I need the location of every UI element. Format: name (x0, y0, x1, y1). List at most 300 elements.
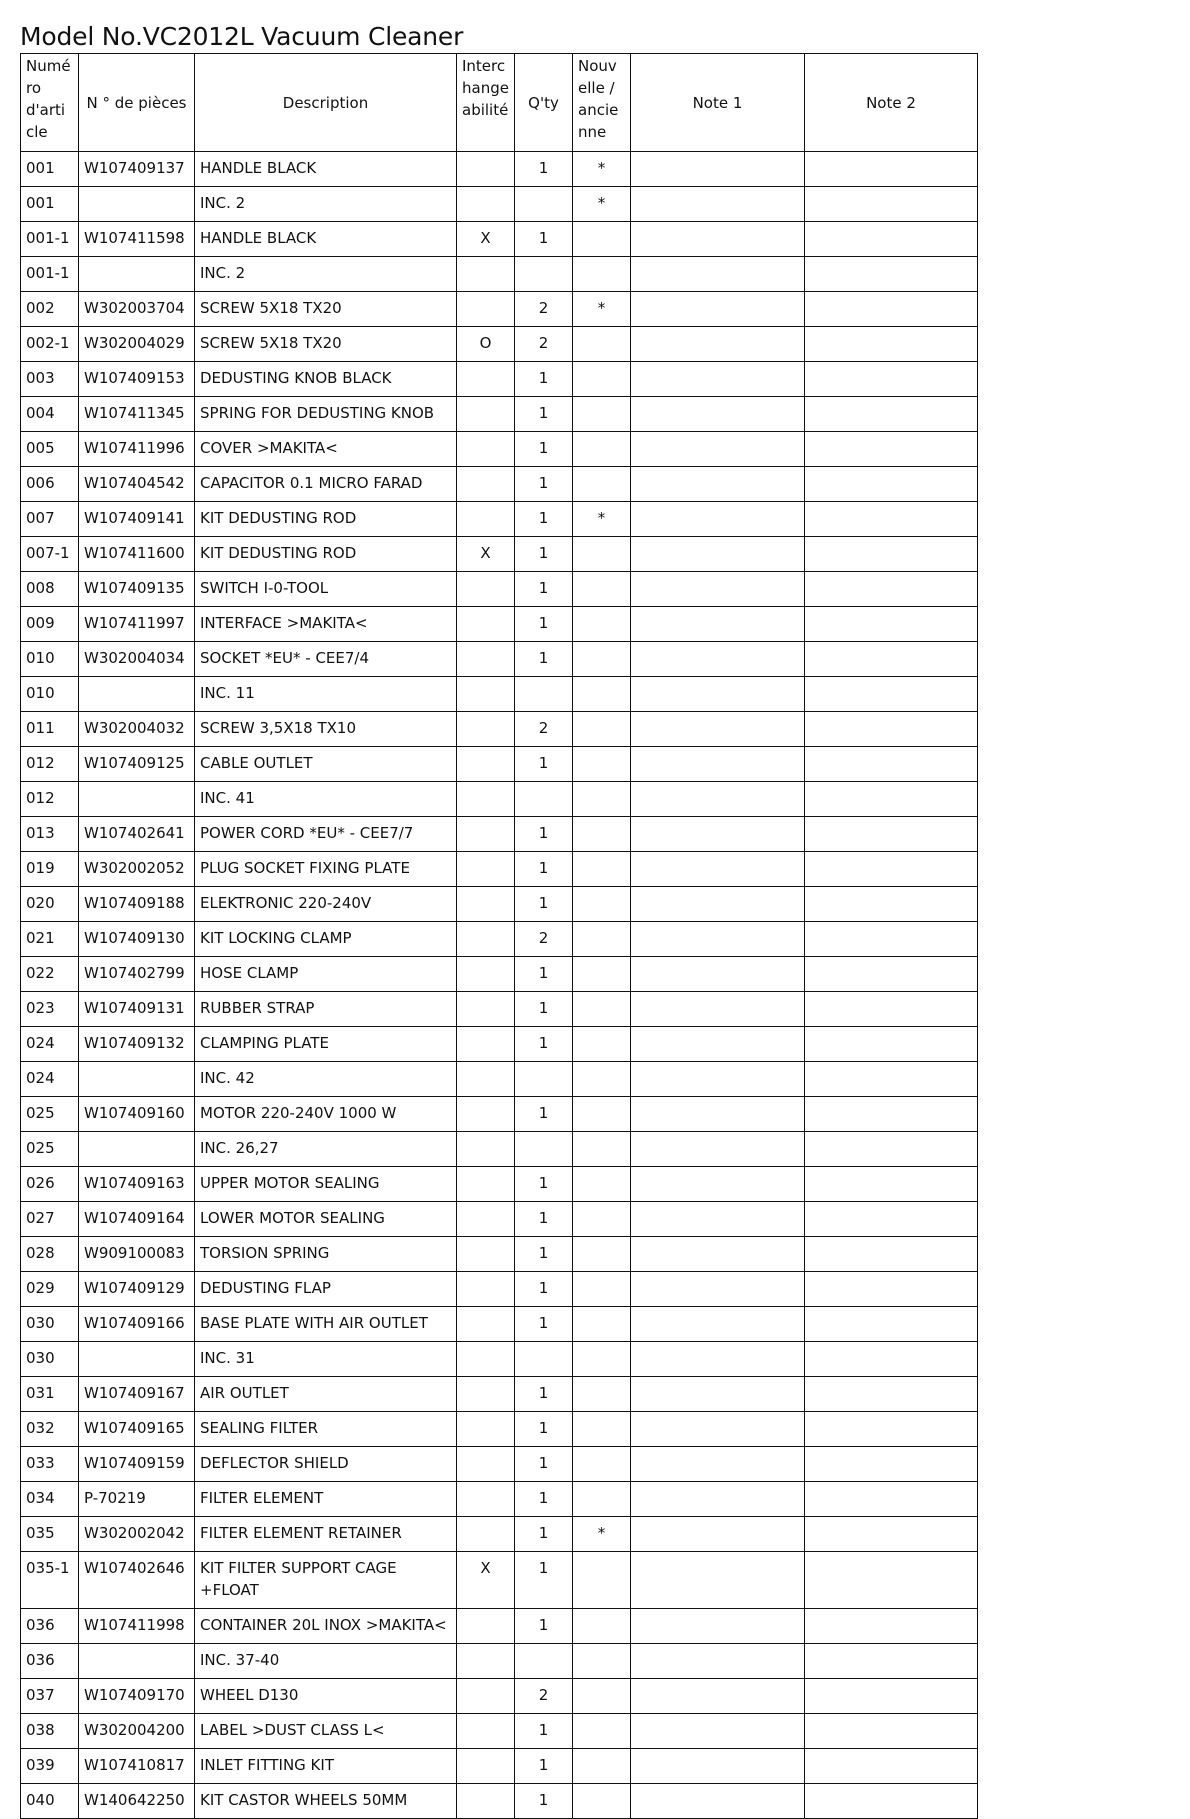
item-no-cell: 008 (21, 572, 79, 607)
new-old-cell (573, 887, 631, 922)
description-cell: INC. 42 (195, 1062, 457, 1097)
note-1-cell (631, 502, 805, 537)
interchangeability-cell (457, 1784, 515, 1819)
item-no-cell: 036 (21, 1644, 79, 1679)
table-row (21, 1237, 978, 1272)
table-header-row (21, 54, 978, 152)
item-no-cell: 001 (21, 187, 79, 222)
description-cell: SEALING FILTER (195, 1412, 457, 1447)
interchangeability-cell (457, 187, 515, 222)
note-1-cell (631, 1342, 805, 1377)
table-row (21, 607, 978, 642)
table-row (21, 887, 978, 922)
interchangeability-cell (457, 887, 515, 922)
quantity-cell: 1 (515, 362, 573, 397)
table-row (21, 467, 978, 502)
quantity-cell: 1 (515, 537, 573, 572)
quantity-cell: 2 (515, 712, 573, 747)
note-2-cell (805, 1644, 978, 1679)
description-cell: KIT FILTER SUPPORT CAGE +FLOAT (195, 1552, 457, 1609)
part-no-cell: W107411600 (79, 537, 195, 572)
interchangeability-cell (457, 1517, 515, 1552)
quantity-cell (515, 677, 573, 712)
note-2-cell (805, 1517, 978, 1552)
note-1-cell (631, 1097, 805, 1132)
part-no-cell: W107409159 (79, 1447, 195, 1482)
note-1-cell (631, 1714, 805, 1749)
new-old-cell (573, 1027, 631, 1062)
description-cell: HANDLE BLACK (195, 152, 457, 187)
note-2-cell (805, 502, 978, 537)
item-no-cell: 033 (21, 1447, 79, 1482)
note-2-cell (805, 292, 978, 327)
part-no-cell: W107409188 (79, 887, 195, 922)
quantity-cell: 2 (515, 327, 573, 362)
description-cell: INC. 31 (195, 1342, 457, 1377)
quantity-cell: 2 (515, 292, 573, 327)
quantity-cell: 1 (515, 1202, 573, 1237)
table-row (21, 817, 978, 852)
note-1-cell (631, 852, 805, 887)
interchangeability-cell (457, 782, 515, 817)
table-row (21, 502, 978, 537)
part-no-cell: W107402646 (79, 1552, 195, 1609)
table-row (21, 852, 978, 887)
note-1-cell (631, 922, 805, 957)
item-no-cell: 013 (21, 817, 79, 852)
description-cell: INC. 37-40 (195, 1644, 457, 1679)
table-row (21, 1609, 978, 1644)
new-old-cell (573, 1062, 631, 1097)
quantity-cell: 1 (515, 502, 573, 537)
item-no-cell: 021 (21, 922, 79, 957)
part-no-cell (79, 1342, 195, 1377)
new-old-cell (573, 677, 631, 712)
table-row (21, 1679, 978, 1714)
note-2-cell (805, 1609, 978, 1644)
new-old-cell (573, 572, 631, 607)
description-cell: DEDUSTING FLAP (195, 1272, 457, 1307)
table-row (21, 292, 978, 327)
interchangeability-cell (457, 677, 515, 712)
note-1-cell (631, 292, 805, 327)
quantity-cell (515, 1342, 573, 1377)
interchangeability-cell (457, 1644, 515, 1679)
note-2-cell (805, 152, 978, 187)
table-row (21, 782, 978, 817)
note-2-cell (805, 257, 978, 292)
item-no-cell: 005 (21, 432, 79, 467)
item-no-cell: 001 (21, 152, 79, 187)
item-no-cell: 012 (21, 747, 79, 782)
item-no-cell: 009 (21, 607, 79, 642)
description-cell: DEDUSTING KNOB BLACK (195, 362, 457, 397)
table-row (21, 1447, 978, 1482)
table-row (21, 572, 978, 607)
quantity-cell: 1 (515, 1272, 573, 1307)
table-row (21, 152, 978, 187)
quantity-cell: 1 (515, 1609, 573, 1644)
note-2-cell (805, 1482, 978, 1517)
quantity-cell: 1 (515, 747, 573, 782)
item-no-cell: 029 (21, 1272, 79, 1307)
new-old-cell (573, 1272, 631, 1307)
table-row (21, 1644, 978, 1679)
new-old-cell: * (573, 187, 631, 222)
table-row (21, 992, 978, 1027)
quantity-cell: 1 (515, 887, 573, 922)
note-1-cell (631, 362, 805, 397)
note-2-cell (805, 1132, 978, 1167)
quantity-cell (515, 187, 573, 222)
part-no-cell (79, 1644, 195, 1679)
note-2-cell (805, 677, 978, 712)
note-2-cell (805, 957, 978, 992)
item-no-cell: 024 (21, 1062, 79, 1097)
part-no-cell: W107404542 (79, 467, 195, 502)
part-no-cell: W107409153 (79, 362, 195, 397)
table-row (21, 327, 978, 362)
description-cell: FILTER ELEMENT RETAINER (195, 1517, 457, 1552)
note-1-cell (631, 1237, 805, 1272)
note-2-cell (805, 712, 978, 747)
part-no-cell: W107409163 (79, 1167, 195, 1202)
interchangeability-cell (457, 292, 515, 327)
new-old-cell (573, 1202, 631, 1237)
table-row (21, 1749, 978, 1784)
new-old-cell: * (573, 1517, 631, 1552)
table-row (21, 712, 978, 747)
item-no-cell: 030 (21, 1307, 79, 1342)
note-2-cell (805, 747, 978, 782)
new-old-cell (573, 782, 631, 817)
interchangeability-cell (457, 572, 515, 607)
part-no-cell: W107402799 (79, 957, 195, 992)
item-no-cell: 001-1 (21, 222, 79, 257)
note-2-cell (805, 1027, 978, 1062)
interchangeability-cell (457, 852, 515, 887)
table-row (21, 1784, 978, 1819)
note-2-cell (805, 1062, 978, 1097)
description-cell: KIT DEDUSTING ROD (195, 502, 457, 537)
part-no-cell: W107409165 (79, 1412, 195, 1447)
quantity-cell: 1 (515, 1447, 573, 1482)
note-2-cell (805, 1447, 978, 1482)
quantity-cell: 1 (515, 467, 573, 502)
note-1-cell (631, 1132, 805, 1167)
interchangeability-cell: O (457, 327, 515, 362)
interchangeability-cell (457, 817, 515, 852)
table-row (21, 257, 978, 292)
new-old-cell (573, 537, 631, 572)
note-2-cell (805, 642, 978, 677)
note-2-cell (805, 1749, 978, 1784)
new-old-cell (573, 957, 631, 992)
description-cell: CABLE OUTLET (195, 747, 457, 782)
interchangeability-cell (457, 1482, 515, 1517)
quantity-cell (515, 1644, 573, 1679)
item-no-cell: 010 (21, 677, 79, 712)
note-2-cell (805, 1784, 978, 1819)
description-cell: PLUG SOCKET FIXING PLATE (195, 852, 457, 887)
table-row (21, 432, 978, 467)
item-no-cell: 035 (21, 1517, 79, 1552)
quantity-cell: 1 (515, 1027, 573, 1062)
quantity-cell: 1 (515, 432, 573, 467)
note-1-cell (631, 537, 805, 572)
note-1-cell (631, 397, 805, 432)
quantity-cell: 1 (515, 957, 573, 992)
description-cell: INTERFACE >MAKITA< (195, 607, 457, 642)
interchangeability-cell (457, 502, 515, 537)
interchangeability-cell: X (457, 1552, 515, 1609)
quantity-cell: 1 (515, 1482, 573, 1517)
interchangeability-cell (457, 1447, 515, 1482)
new-old-cell: * (573, 152, 631, 187)
table-row (21, 1307, 978, 1342)
quantity-cell: 1 (515, 1237, 573, 1272)
table-row (21, 1714, 978, 1749)
interchangeability-cell (457, 432, 515, 467)
interchangeability-cell (457, 152, 515, 187)
table-row (21, 1132, 978, 1167)
part-no-cell (79, 257, 195, 292)
description-cell: SCREW 3,5X18 TX10 (195, 712, 457, 747)
quantity-cell: 1 (515, 572, 573, 607)
quantity-cell: 1 (515, 852, 573, 887)
new-old-cell (573, 1377, 631, 1412)
part-no-cell: W107409129 (79, 1272, 195, 1307)
note-1-cell (631, 1482, 805, 1517)
new-old-cell (573, 852, 631, 887)
new-old-cell (573, 1784, 631, 1819)
note-2-cell (805, 362, 978, 397)
interchangeability-cell (457, 1609, 515, 1644)
part-no-cell: W107411996 (79, 432, 195, 467)
note-1-cell (631, 1784, 805, 1819)
new-old-cell: * (573, 502, 631, 537)
item-no-cell: 025 (21, 1132, 79, 1167)
description-cell: KIT CASTOR WHEELS 50MM (195, 1784, 457, 1819)
note-2-cell (805, 1167, 978, 1202)
table-row (21, 537, 978, 572)
part-no-cell (79, 677, 195, 712)
table-row (21, 642, 978, 677)
interchangeability-cell (457, 1749, 515, 1784)
quantity-cell: 1 (515, 1552, 573, 1609)
new-old-cell (573, 397, 631, 432)
quantity-cell (515, 257, 573, 292)
table-row (21, 747, 978, 782)
description-cell: SCREW 5X18 TX20 (195, 327, 457, 362)
part-no-cell (79, 1062, 195, 1097)
interchangeability-cell (457, 957, 515, 992)
quantity-cell: 1 (515, 397, 573, 432)
quantity-cell: 1 (515, 1307, 573, 1342)
item-no-cell: 007 (21, 502, 79, 537)
note-1-cell (631, 467, 805, 502)
description-cell: SOCKET *EU* - CEE7/4 (195, 642, 457, 677)
note-1-cell (631, 992, 805, 1027)
table-row (21, 1062, 978, 1097)
note-2-cell (805, 1307, 978, 1342)
description-cell: KIT DEDUSTING ROD (195, 537, 457, 572)
description-cell: CAPACITOR 0.1 MICRO FARAD (195, 467, 457, 502)
table-row (21, 677, 978, 712)
note-2-cell (805, 1552, 978, 1609)
interchangeability-cell (457, 1062, 515, 1097)
quantity-cell: 1 (515, 1097, 573, 1132)
interchangeability-cell (457, 712, 515, 747)
part-no-cell: W909100083 (79, 1237, 195, 1272)
interchangeability-cell (457, 362, 515, 397)
item-no-cell: 019 (21, 852, 79, 887)
part-no-cell: W107409135 (79, 572, 195, 607)
note-1-cell (631, 1749, 805, 1784)
quantity-cell: 1 (515, 152, 573, 187)
quantity-cell (515, 1132, 573, 1167)
note-1-cell (631, 957, 805, 992)
new-old-cell (573, 1552, 631, 1609)
note-1-cell (631, 677, 805, 712)
note-2-cell (805, 1377, 978, 1412)
interchangeability-cell (457, 607, 515, 642)
description-cell: INC. 26,27 (195, 1132, 457, 1167)
new-old-cell (573, 1679, 631, 1714)
header-item-no: Numéro d'article (21, 54, 79, 152)
note-2-cell (805, 607, 978, 642)
new-old-cell (573, 1714, 631, 1749)
interchangeability-cell (457, 747, 515, 782)
table-row (21, 1027, 978, 1062)
interchangeability-cell (457, 922, 515, 957)
note-1-cell (631, 222, 805, 257)
note-2-cell (805, 1714, 978, 1749)
interchangeability-cell (457, 1202, 515, 1237)
note-2-cell (805, 432, 978, 467)
note-1-cell (631, 257, 805, 292)
table-row (21, 362, 978, 397)
part-no-cell (79, 187, 195, 222)
item-no-cell: 003 (21, 362, 79, 397)
description-cell: INC. 2 (195, 187, 457, 222)
interchangeability-cell (457, 1237, 515, 1272)
part-no-cell: W302004032 (79, 712, 195, 747)
part-no-cell: W302004034 (79, 642, 195, 677)
note-1-cell (631, 782, 805, 817)
note-1-cell (631, 1307, 805, 1342)
note-1-cell (631, 327, 805, 362)
header-part-no: N ° de pièces (79, 54, 195, 152)
description-cell: TORSION SPRING (195, 1237, 457, 1272)
parts-table (20, 53, 978, 1819)
note-2-cell (805, 817, 978, 852)
item-no-cell: 032 (21, 1412, 79, 1447)
note-1-cell (631, 1447, 805, 1482)
new-old-cell (573, 467, 631, 502)
item-no-cell: 035-1 (21, 1552, 79, 1609)
item-no-cell: 022 (21, 957, 79, 992)
item-no-cell: 002-1 (21, 327, 79, 362)
note-2-cell (805, 467, 978, 502)
part-no-cell: P-70219 (79, 1482, 195, 1517)
description-cell: SWITCH I-0-TOOL (195, 572, 457, 607)
note-2-cell (805, 887, 978, 922)
part-no-cell: W302004200 (79, 1714, 195, 1749)
description-cell: POWER CORD *EU* - CEE7/7 (195, 817, 457, 852)
note-2-cell (805, 852, 978, 887)
item-no-cell: 004 (21, 397, 79, 432)
header-interchangeability: Interchangeabilité (457, 54, 515, 152)
new-old-cell (573, 1447, 631, 1482)
quantity-cell: 1 (515, 607, 573, 642)
document-title: Model No.VC2012L Vacuum Cleaner (20, 22, 464, 51)
quantity-cell: 1 (515, 1412, 573, 1447)
part-no-cell: W107410817 (79, 1749, 195, 1784)
table-row (21, 1342, 978, 1377)
interchangeability-cell (457, 1412, 515, 1447)
quantity-cell (515, 1062, 573, 1097)
table-row (21, 922, 978, 957)
note-1-cell (631, 1027, 805, 1062)
description-cell: FILTER ELEMENT (195, 1482, 457, 1517)
note-1-cell (631, 607, 805, 642)
interchangeability-cell (457, 642, 515, 677)
note-2-cell (805, 782, 978, 817)
part-no-cell: W107402641 (79, 817, 195, 852)
quantity-cell: 2 (515, 1679, 573, 1714)
part-no-cell: W107409141 (79, 502, 195, 537)
description-cell: SCREW 5X18 TX20 (195, 292, 457, 327)
table-row (21, 1377, 978, 1412)
part-no-cell: W107409130 (79, 922, 195, 957)
note-2-cell (805, 1202, 978, 1237)
header-note-1: Note 1 (631, 54, 805, 152)
quantity-cell: 1 (515, 817, 573, 852)
quantity-cell: 1 (515, 1714, 573, 1749)
description-cell: SPRING FOR DEDUSTING KNOB (195, 397, 457, 432)
table-row (21, 1412, 978, 1447)
description-cell: INC. 41 (195, 782, 457, 817)
table-row (21, 1552, 978, 1609)
item-no-cell: 028 (21, 1237, 79, 1272)
new-old-cell: * (573, 292, 631, 327)
new-old-cell (573, 712, 631, 747)
description-cell: MOTOR 220-240V 1000 W (195, 1097, 457, 1132)
table-row (21, 187, 978, 222)
note-1-cell (631, 1377, 805, 1412)
note-2-cell (805, 572, 978, 607)
note-1-cell (631, 642, 805, 677)
note-1-cell (631, 817, 805, 852)
interchangeability-cell (457, 1377, 515, 1412)
description-cell: ELEKTRONIC 220-240V (195, 887, 457, 922)
part-no-cell: W107409160 (79, 1097, 195, 1132)
note-1-cell (631, 1679, 805, 1714)
quantity-cell: 1 (515, 1749, 573, 1784)
note-1-cell (631, 1272, 805, 1307)
quantity-cell (515, 782, 573, 817)
interchangeability-cell (457, 1097, 515, 1132)
note-1-cell (631, 572, 805, 607)
item-no-cell: 039 (21, 1749, 79, 1784)
note-2-cell (805, 1237, 978, 1272)
interchangeability-cell (457, 1027, 515, 1062)
description-cell: DEFLECTOR SHIELD (195, 1447, 457, 1482)
quantity-cell: 2 (515, 922, 573, 957)
part-no-cell: W107411997 (79, 607, 195, 642)
item-no-cell: 036 (21, 1609, 79, 1644)
